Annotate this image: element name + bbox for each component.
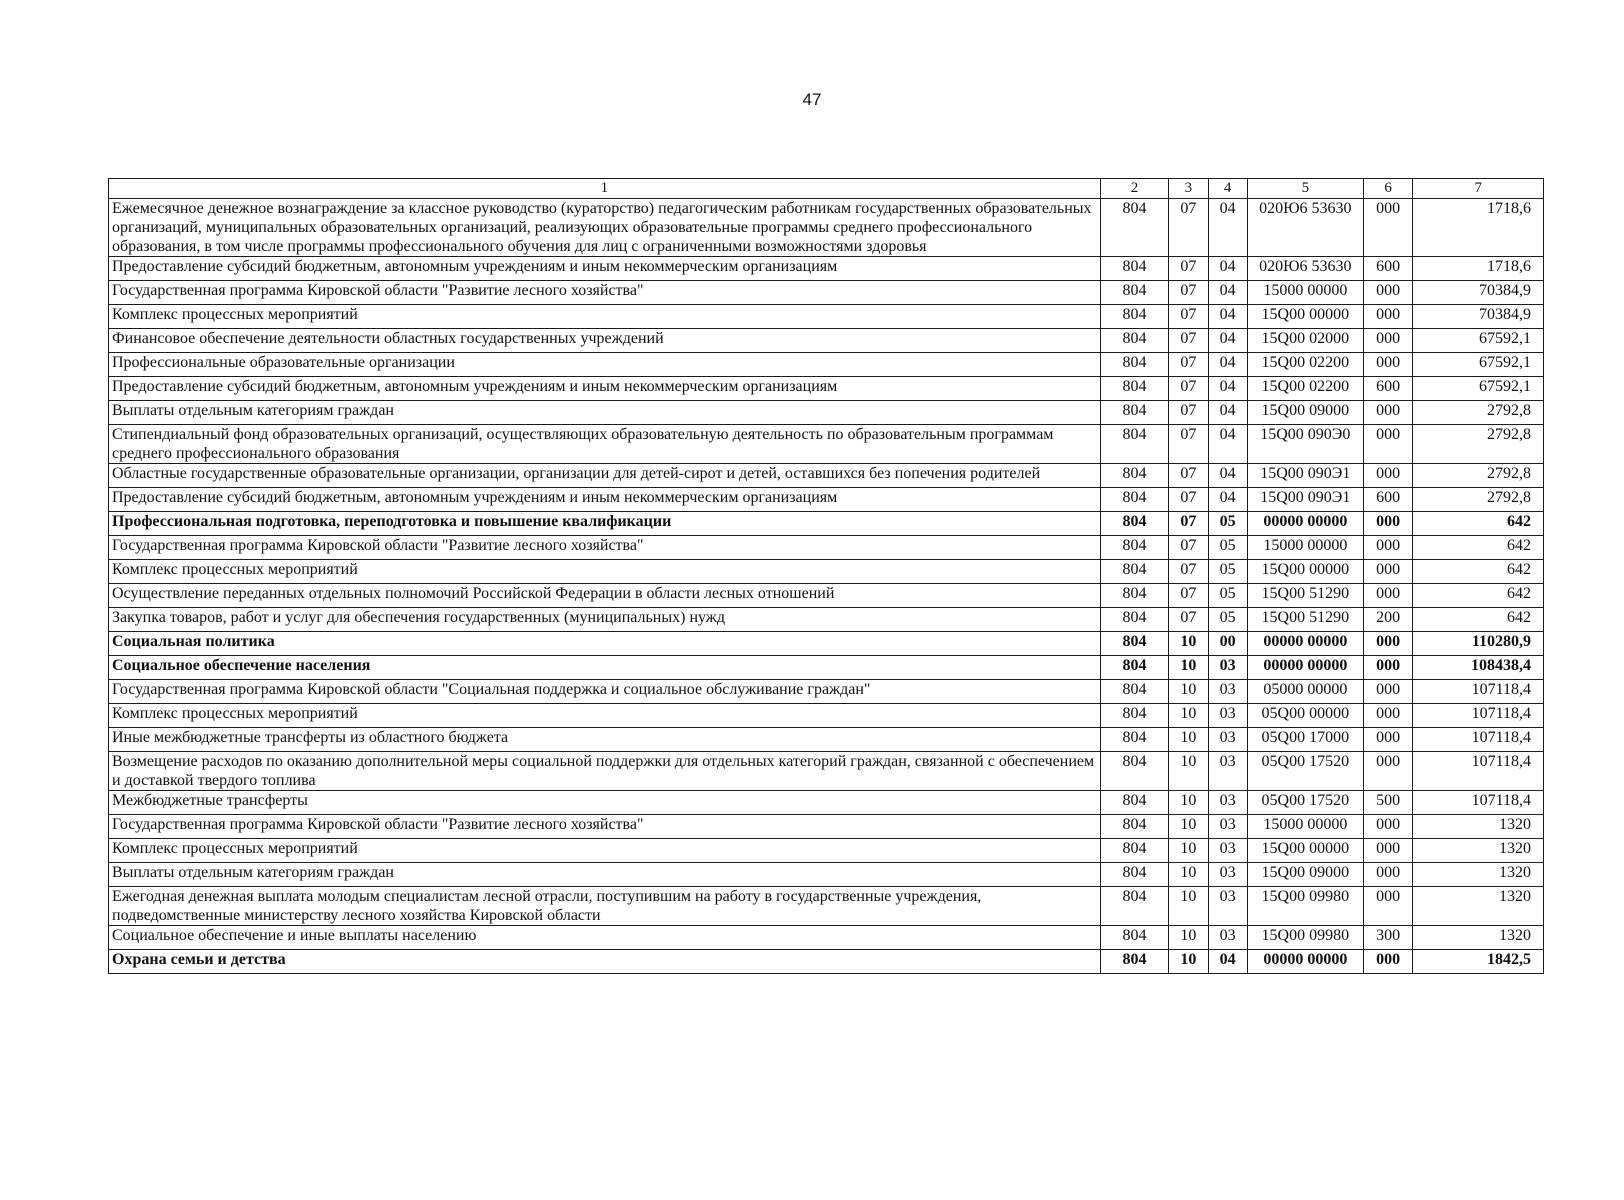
row-target-article-cell: 05Q00 17000: [1247, 728, 1363, 752]
row-name-cell: Областные государственные образовательные организации, организации для детей-сирот и детей, оставшихся без попечения родителей: [109, 464, 1101, 488]
row-amount-cell: 1320: [1413, 815, 1544, 839]
row-amount-cell: 107118,4: [1413, 791, 1544, 815]
row-section-cell: 10: [1169, 680, 1208, 704]
row-section-cell: 07: [1169, 377, 1208, 401]
row-expense-type-cell: 000: [1363, 425, 1413, 464]
row-section-cell: 07: [1169, 536, 1208, 560]
row-subsection-cell: 05: [1208, 536, 1247, 560]
row-section-cell: 07: [1169, 257, 1208, 281]
table-row: [109, 488, 1544, 512]
row-target-article-cell: 020Ю6 53630: [1247, 257, 1363, 281]
row-admin-code-cell: 804: [1100, 704, 1168, 728]
row-section-cell: 10: [1169, 791, 1208, 815]
row-expense-type-cell: 000: [1363, 199, 1413, 257]
row-section-cell: 10: [1169, 839, 1208, 863]
table-row: [109, 815, 1544, 839]
table-row: [109, 199, 1544, 257]
budget-table: [108, 178, 1544, 974]
row-subsection-cell: 03: [1208, 791, 1247, 815]
table-row: [109, 887, 1544, 926]
row-section-cell: 07: [1169, 464, 1208, 488]
row-amount-cell: 1320: [1413, 887, 1544, 926]
row-section-cell: 10: [1169, 863, 1208, 887]
row-expense-type-cell: 000: [1363, 584, 1413, 608]
row-subsection-cell: 03: [1208, 839, 1247, 863]
row-admin-code-cell: 804: [1100, 839, 1168, 863]
row-expense-type-cell: 600: [1363, 377, 1413, 401]
row-admin-code-cell: 804: [1100, 329, 1168, 353]
row-expense-type-cell: 000: [1363, 353, 1413, 377]
row-subsection-cell: 03: [1208, 887, 1247, 926]
row-amount-cell: 2792,8: [1413, 488, 1544, 512]
table-row: [109, 425, 1544, 464]
row-target-article-cell: 15Q00 09000: [1247, 401, 1363, 425]
row-section-cell: 07: [1169, 401, 1208, 425]
row-expense-type-cell: 000: [1363, 305, 1413, 329]
row-amount-cell: 642: [1413, 512, 1544, 536]
row-target-article-cell: 15000 00000: [1247, 815, 1363, 839]
row-subsection-cell: 03: [1208, 752, 1247, 791]
row-name-cell: Профессиональная подготовка, переподготовка и повышение квалификации: [109, 512, 1101, 536]
row-subsection-cell: 00: [1208, 632, 1247, 656]
row-admin-code-cell: 804: [1100, 791, 1168, 815]
row-subsection-cell: 05: [1208, 584, 1247, 608]
row-admin-code-cell: 804: [1100, 926, 1168, 950]
table-row: [109, 512, 1544, 536]
row-subsection-cell: 03: [1208, 926, 1247, 950]
row-admin-code-cell: 804: [1100, 353, 1168, 377]
table-row: [109, 464, 1544, 488]
row-subsection-cell: 04: [1208, 377, 1247, 401]
row-target-article-cell: 020Ю6 53630: [1247, 199, 1363, 257]
row-target-article-cell: 15Q00 00000: [1247, 839, 1363, 863]
row-subsection-cell: 05: [1208, 512, 1247, 536]
row-admin-code-cell: 804: [1100, 584, 1168, 608]
row-section-cell: 07: [1169, 512, 1208, 536]
row-admin-code-cell: 804: [1100, 305, 1168, 329]
row-subsection-cell: 05: [1208, 560, 1247, 584]
row-name-cell: Государственная программа Кировской области "Развитие лесного хозяйства": [109, 536, 1101, 560]
row-section-cell: 10: [1169, 752, 1208, 791]
row-expense-type-cell: 000: [1363, 329, 1413, 353]
row-name-cell: Комплекс процессных мероприятий: [109, 305, 1101, 329]
row-name-cell: Возмещение расходов по оказанию дополнительной меры социальной поддержки для отдельных категорий граждан, связанной с обеспечением и доставкой твердого топлива: [109, 752, 1101, 791]
row-target-article-cell: 15Q00 51290: [1247, 608, 1363, 632]
row-expense-type-cell: 000: [1363, 536, 1413, 560]
row-name-cell: Государственная программа Кировской области "Социальная поддержка и социальное обслуживание граждан": [109, 680, 1101, 704]
row-expense-type-cell: 000: [1363, 560, 1413, 584]
row-target-article-cell: 15Q00 090Э1: [1247, 488, 1363, 512]
row-admin-code-cell: 804: [1100, 680, 1168, 704]
row-name-cell: Ежемесячное денежное вознаграждение за классное руководство (кураторство) педагогическим работникам государственных образовательных организаций, муниципальных образовательных организаций, реализующих образовательные программы среднего профессионального образования, в том числе программы профессионального обучения для лиц с ограниченными возможностями здоровья: [109, 199, 1101, 257]
table-row: [109, 536, 1544, 560]
row-admin-code-cell: 804: [1100, 257, 1168, 281]
row-expense-type-cell: 300: [1363, 926, 1413, 950]
row-admin-code-cell: 804: [1100, 950, 1168, 974]
row-subsection-cell: 04: [1208, 199, 1247, 257]
row-expense-type-cell: 600: [1363, 488, 1413, 512]
row-target-article-cell: 15000 00000: [1247, 536, 1363, 560]
table-row: [109, 608, 1544, 632]
row-name-cell: Межбюджетные трансферты: [109, 791, 1101, 815]
table-row: [109, 401, 1544, 425]
row-target-article-cell: 15Q00 02000: [1247, 329, 1363, 353]
table-row: [109, 329, 1544, 353]
row-amount-cell: 108438,4: [1413, 656, 1544, 680]
table-row: [109, 353, 1544, 377]
row-amount-cell: 107118,4: [1413, 680, 1544, 704]
row-amount-cell: 67592,1: [1413, 377, 1544, 401]
row-subsection-cell: 04: [1208, 281, 1247, 305]
table-row: [109, 281, 1544, 305]
row-subsection-cell: 04: [1208, 329, 1247, 353]
row-amount-cell: 1320: [1413, 839, 1544, 863]
header-cell-1: 1: [109, 179, 1101, 199]
row-name-cell: Комплекс процессных мероприятий: [109, 839, 1101, 863]
row-amount-cell: 642: [1413, 560, 1544, 584]
row-section-cell: 10: [1169, 815, 1208, 839]
table-row: [109, 305, 1544, 329]
row-amount-cell: 2792,8: [1413, 425, 1544, 464]
header-cell-6: 6: [1363, 179, 1413, 199]
row-expense-type-cell: 000: [1363, 752, 1413, 791]
row-target-article-cell: 00000 00000: [1247, 656, 1363, 680]
row-subsection-cell: 04: [1208, 353, 1247, 377]
row-name-cell: Предоставление субсидий бюджетным, автономным учреждениям и иным некоммерческим организациям: [109, 257, 1101, 281]
row-target-article-cell: 15Q00 51290: [1247, 584, 1363, 608]
row-target-article-cell: 15Q00 09980: [1247, 926, 1363, 950]
table-row: [109, 584, 1544, 608]
row-target-article-cell: 05Q00 17520: [1247, 791, 1363, 815]
row-name-cell: Предоставление субсидий бюджетным, автономным учреждениям и иным некоммерческим организациям: [109, 377, 1101, 401]
table-row: [109, 704, 1544, 728]
row-expense-type-cell: 000: [1363, 950, 1413, 974]
table-row: [109, 926, 1544, 950]
row-name-cell: Государственная программа Кировской области "Развитие лесного хозяйства": [109, 281, 1101, 305]
row-subsection-cell: 04: [1208, 305, 1247, 329]
row-amount-cell: 67592,1: [1413, 329, 1544, 353]
header-cell-7: 7: [1413, 179, 1544, 199]
row-expense-type-cell: 000: [1363, 464, 1413, 488]
table-row: [109, 839, 1544, 863]
row-expense-type-cell: 000: [1363, 512, 1413, 536]
row-expense-type-cell: 000: [1363, 656, 1413, 680]
table-row: [109, 257, 1544, 281]
row-expense-type-cell: 000: [1363, 632, 1413, 656]
row-name-cell: Ежегодная денежная выплата молодым специалистам лесной отрасли, поступившим на работу в государственные учреждения, подведомственные министерству лесного хозяйства Кировской области: [109, 887, 1101, 926]
row-subsection-cell: 03: [1208, 704, 1247, 728]
table-row: [109, 377, 1544, 401]
row-section-cell: 07: [1169, 488, 1208, 512]
row-admin-code-cell: 804: [1100, 656, 1168, 680]
row-name-cell: Социальное обеспечение населения: [109, 656, 1101, 680]
row-expense-type-cell: 500: [1363, 791, 1413, 815]
row-subsection-cell: 04: [1208, 950, 1247, 974]
row-section-cell: 10: [1169, 704, 1208, 728]
row-name-cell: Государственная программа Кировской области "Развитие лесного хозяйства": [109, 815, 1101, 839]
row-subsection-cell: 04: [1208, 257, 1247, 281]
row-target-article-cell: 05000 00000: [1247, 680, 1363, 704]
row-section-cell: 10: [1169, 950, 1208, 974]
row-amount-cell: 110280,9: [1413, 632, 1544, 656]
row-name-cell: Комплекс процессных мероприятий: [109, 704, 1101, 728]
row-admin-code-cell: 804: [1100, 632, 1168, 656]
table-row: [109, 728, 1544, 752]
row-expense-type-cell: 000: [1363, 839, 1413, 863]
row-subsection-cell: 04: [1208, 464, 1247, 488]
row-expense-type-cell: 200: [1363, 608, 1413, 632]
row-subsection-cell: 03: [1208, 680, 1247, 704]
row-section-cell: 10: [1169, 926, 1208, 950]
row-name-cell: Закупка товаров, работ и услуг для обеспечения государственных (муниципальных) нужд: [109, 608, 1101, 632]
row-target-article-cell: 05Q00 00000: [1247, 704, 1363, 728]
row-name-cell: Стипендиальный фонд образовательных организаций, осуществляющих образовательную деятельность по образовательным программам среднего профессионального образования: [109, 425, 1101, 464]
row-name-cell: Финансовое обеспечение деятельности областных государственных учреждений: [109, 329, 1101, 353]
row-target-article-cell: 15Q00 02200: [1247, 377, 1363, 401]
row-target-article-cell: 15Q00 02200: [1247, 353, 1363, 377]
row-section-cell: 07: [1169, 329, 1208, 353]
row-target-article-cell: 15Q00 090Э1: [1247, 464, 1363, 488]
row-target-article-cell: 15Q00 00000: [1247, 305, 1363, 329]
row-name-cell: Профессиональные образовательные организации: [109, 353, 1101, 377]
row-section-cell: 07: [1169, 560, 1208, 584]
row-amount-cell: 1718,6: [1413, 257, 1544, 281]
row-target-article-cell: 15000 00000: [1247, 281, 1363, 305]
row-subsection-cell: 03: [1208, 656, 1247, 680]
row-amount-cell: 2792,8: [1413, 401, 1544, 425]
row-subsection-cell: 03: [1208, 863, 1247, 887]
row-name-cell: Предоставление субсидий бюджетным, автономным учреждениям и иным некоммерческим организациям: [109, 488, 1101, 512]
row-amount-cell: 1842,5: [1413, 950, 1544, 974]
row-admin-code-cell: 804: [1100, 752, 1168, 791]
row-subsection-cell: 03: [1208, 728, 1247, 752]
row-expense-type-cell: 000: [1363, 815, 1413, 839]
row-amount-cell: 107118,4: [1413, 728, 1544, 752]
row-amount-cell: 107118,4: [1413, 752, 1544, 791]
row-amount-cell: 107118,4: [1413, 704, 1544, 728]
row-amount-cell: 70384,9: [1413, 305, 1544, 329]
row-subsection-cell: 03: [1208, 815, 1247, 839]
row-subsection-cell: 04: [1208, 488, 1247, 512]
row-expense-type-cell: 000: [1363, 728, 1413, 752]
row-section-cell: 10: [1169, 728, 1208, 752]
row-name-cell: Выплаты отдельным категориям граждан: [109, 863, 1101, 887]
table-row: [109, 680, 1544, 704]
table-row: [109, 752, 1544, 791]
row-section-cell: 10: [1169, 887, 1208, 926]
row-expense-type-cell: 000: [1363, 863, 1413, 887]
header-cell-3: 3: [1169, 179, 1208, 199]
row-name-cell: Социальная политика: [109, 632, 1101, 656]
row-amount-cell: 1718,6: [1413, 199, 1544, 257]
row-expense-type-cell: 000: [1363, 680, 1413, 704]
row-admin-code-cell: 804: [1100, 863, 1168, 887]
row-amount-cell: 70384,9: [1413, 281, 1544, 305]
row-target-article-cell: 00000 00000: [1247, 632, 1363, 656]
row-admin-code-cell: 804: [1100, 728, 1168, 752]
row-target-article-cell: 15Q00 00000: [1247, 560, 1363, 584]
row-section-cell: 07: [1169, 199, 1208, 257]
row-section-cell: 07: [1169, 281, 1208, 305]
row-admin-code-cell: 804: [1100, 608, 1168, 632]
row-target-article-cell: 00000 00000: [1247, 950, 1363, 974]
row-name-cell: Выплаты отдельным категориям граждан: [109, 401, 1101, 425]
row-admin-code-cell: 804: [1100, 281, 1168, 305]
row-admin-code-cell: 804: [1100, 560, 1168, 584]
row-admin-code-cell: 804: [1100, 536, 1168, 560]
row-amount-cell: 642: [1413, 536, 1544, 560]
table-row: [109, 950, 1544, 974]
table-row: [109, 791, 1544, 815]
row-expense-type-cell: 000: [1363, 704, 1413, 728]
row-target-article-cell: 00000 00000: [1247, 512, 1363, 536]
row-admin-code-cell: 804: [1100, 512, 1168, 536]
row-expense-type-cell: 600: [1363, 257, 1413, 281]
header-cell-2: 2: [1100, 179, 1168, 199]
row-expense-type-cell: 000: [1363, 887, 1413, 926]
row-name-cell: Комплекс процессных мероприятий: [109, 560, 1101, 584]
row-name-cell: Иные межбюджетные трансферты из областного бюджета: [109, 728, 1101, 752]
row-admin-code-cell: 804: [1100, 425, 1168, 464]
row-amount-cell: 642: [1413, 584, 1544, 608]
row-admin-code-cell: 804: [1100, 887, 1168, 926]
row-admin-code-cell: 804: [1100, 464, 1168, 488]
row-target-article-cell: 05Q00 17520: [1247, 752, 1363, 791]
row-admin-code-cell: 804: [1100, 401, 1168, 425]
row-section-cell: 10: [1169, 632, 1208, 656]
row-section-cell: 07: [1169, 584, 1208, 608]
row-subsection-cell: 05: [1208, 608, 1247, 632]
table-row: [109, 656, 1544, 680]
row-name-cell: Социальное обеспечение и иные выплаты населению: [109, 926, 1101, 950]
page-number: 47: [802, 90, 822, 109]
row-name-cell: Охрана семьи и детства: [109, 950, 1101, 974]
row-target-article-cell: 15Q00 09000: [1247, 863, 1363, 887]
row-subsection-cell: 04: [1208, 425, 1247, 464]
row-admin-code-cell: 804: [1100, 815, 1168, 839]
row-section-cell: 10: [1169, 656, 1208, 680]
header-cell-5: 5: [1247, 179, 1363, 199]
row-expense-type-cell: 000: [1363, 281, 1413, 305]
row-amount-cell: 2792,8: [1413, 464, 1544, 488]
row-section-cell: 07: [1169, 608, 1208, 632]
header-cell-4: 4: [1208, 179, 1247, 199]
table-row: [109, 560, 1544, 584]
row-expense-type-cell: 000: [1363, 401, 1413, 425]
row-name-cell: Осуществление переданных отдельных полномочий Российской Федерации в области лесных отношений: [109, 584, 1101, 608]
table-row: [109, 863, 1544, 887]
row-amount-cell: 1320: [1413, 926, 1544, 950]
row-target-article-cell: 15Q00 090Э0: [1247, 425, 1363, 464]
row-section-cell: 07: [1169, 425, 1208, 464]
row-target-article-cell: 15Q00 09980: [1247, 887, 1363, 926]
row-admin-code-cell: 804: [1100, 488, 1168, 512]
row-section-cell: 07: [1169, 353, 1208, 377]
row-admin-code-cell: 804: [1100, 199, 1168, 257]
row-amount-cell: 642: [1413, 608, 1544, 632]
header-row: [109, 179, 1544, 199]
row-section-cell: 07: [1169, 305, 1208, 329]
table-row: [109, 632, 1544, 656]
row-admin-code-cell: 804: [1100, 377, 1168, 401]
row-subsection-cell: 04: [1208, 401, 1247, 425]
row-amount-cell: 67592,1: [1413, 353, 1544, 377]
row-amount-cell: 1320: [1413, 863, 1544, 887]
